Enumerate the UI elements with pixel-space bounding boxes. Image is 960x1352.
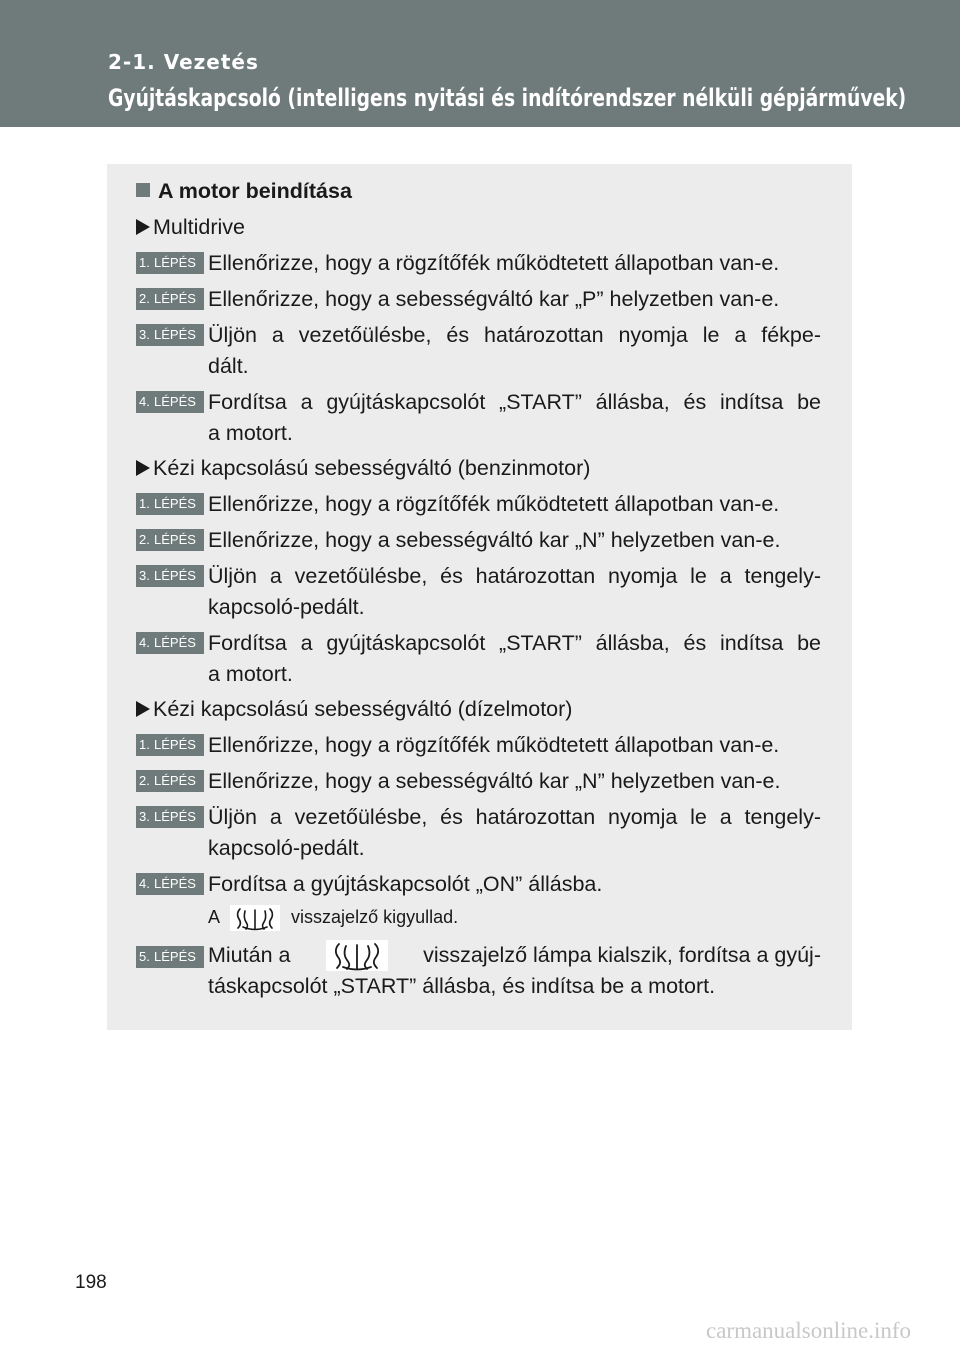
step-text: Ellenőrizze, hogy a rögzítőfék működtetett állapotban van-e. [208, 492, 780, 516]
square-bullet-icon [136, 183, 150, 197]
indicator-note: A visszajelző kigyullad. [208, 903, 458, 931]
glow-plug-indicator-icon [326, 940, 388, 971]
step-text-continued: dált. [208, 354, 249, 378]
step-text: Ellenőrizze, hogy a sebességváltó kar „P” helyzetben van-e. [208, 287, 780, 311]
step-badge: 5. LÉPÉS [136, 946, 204, 968]
step-text-continued: a motort. [208, 662, 293, 686]
triangle-bullet-icon [136, 460, 150, 476]
step-badge: 1. LÉPÉS [136, 252, 204, 274]
step-badge: 4. LÉPÉS [136, 391, 204, 413]
page-number: 198 [75, 1272, 107, 1293]
subsection-manual-petrol: Kézi kapcsolású sebességváltó (benzinmotor) [136, 453, 590, 484]
step-badge: 3. LÉPÉS [136, 324, 204, 346]
step-text-continued: kapcsoló-pedált. [208, 836, 365, 860]
step-text: Miután a visszajelző lámpa kialszik, fordítsa a gyúj- [208, 940, 821, 971]
triangle-bullet-icon [136, 219, 150, 235]
step-badge: 3. LÉPÉS [136, 565, 204, 587]
step-text-continued: a motort. [208, 421, 293, 445]
step-text: Ellenőrizze, hogy a sebességváltó kar „N” helyzetben van-e. [208, 528, 781, 552]
subsection-manual-diesel: Kézi kapcsolású sebességváltó (dízelmotor) [136, 694, 572, 725]
step-text: Üljön a vezetőülésbe, és határozottan nyomja le a fékpe- [208, 323, 821, 347]
step-badge: 1. LÉPÉS [136, 493, 204, 515]
step-text: Fordítsa a gyújtáskapcsolót „START” állásba, és indítsa be [208, 631, 821, 655]
step-badge: 4. LÉPÉS [136, 632, 204, 654]
page-header [0, 0, 960, 127]
section-heading: A motor beindítása [136, 176, 352, 207]
triangle-bullet-icon [136, 701, 150, 717]
step-badge: 4. LÉPÉS [136, 873, 204, 895]
step-text: Üljön a vezetőülésbe, és határozottan nyomja le a tengely- [208, 805, 821, 829]
step-text: Üljön a vezetőülésbe, és határozottan nyomja le a tengely- [208, 564, 821, 588]
glow-plug-indicator-icon [230, 905, 280, 931]
step-text: Ellenőrizze, hogy a sebességváltó kar „N” helyzetben van-e. [208, 769, 781, 793]
step-text-continued: kapcsoló-pedált. [208, 595, 365, 619]
step-badge: 1. LÉPÉS [136, 734, 204, 756]
step-text: Fordítsa a gyújtáskapcsolót „ON” állásba. [208, 872, 603, 896]
step-badge: 3. LÉPÉS [136, 806, 204, 828]
step-text: Fordítsa a gyújtáskapcsolót „START” állásba, és indítsa be [208, 390, 821, 414]
page-title: Gyújtáskapcsoló (intelligens nyitási és indítórendszer nélküli gépjárművek) [108, 84, 907, 112]
section-label: 2-1. Vezetés [108, 50, 259, 74]
subsection-multidrive: Multidrive [136, 212, 245, 243]
step-text: Ellenőrizze, hogy a rögzítőfék működtetett állapotban van-e. [208, 251, 780, 275]
step-badge: 2. LÉPÉS [136, 529, 204, 551]
step-text: Ellenőrizze, hogy a rögzítőfék működtetett állapotban van-e. [208, 733, 780, 757]
step-text-continued: táskapcsolót „START” állásba, és indítsa be a motort. [208, 974, 716, 998]
step-badge: 2. LÉPÉS [136, 770, 204, 792]
step-badge: 2. LÉPÉS [136, 288, 204, 310]
watermark: carmanualsonline.info [706, 1318, 912, 1343]
